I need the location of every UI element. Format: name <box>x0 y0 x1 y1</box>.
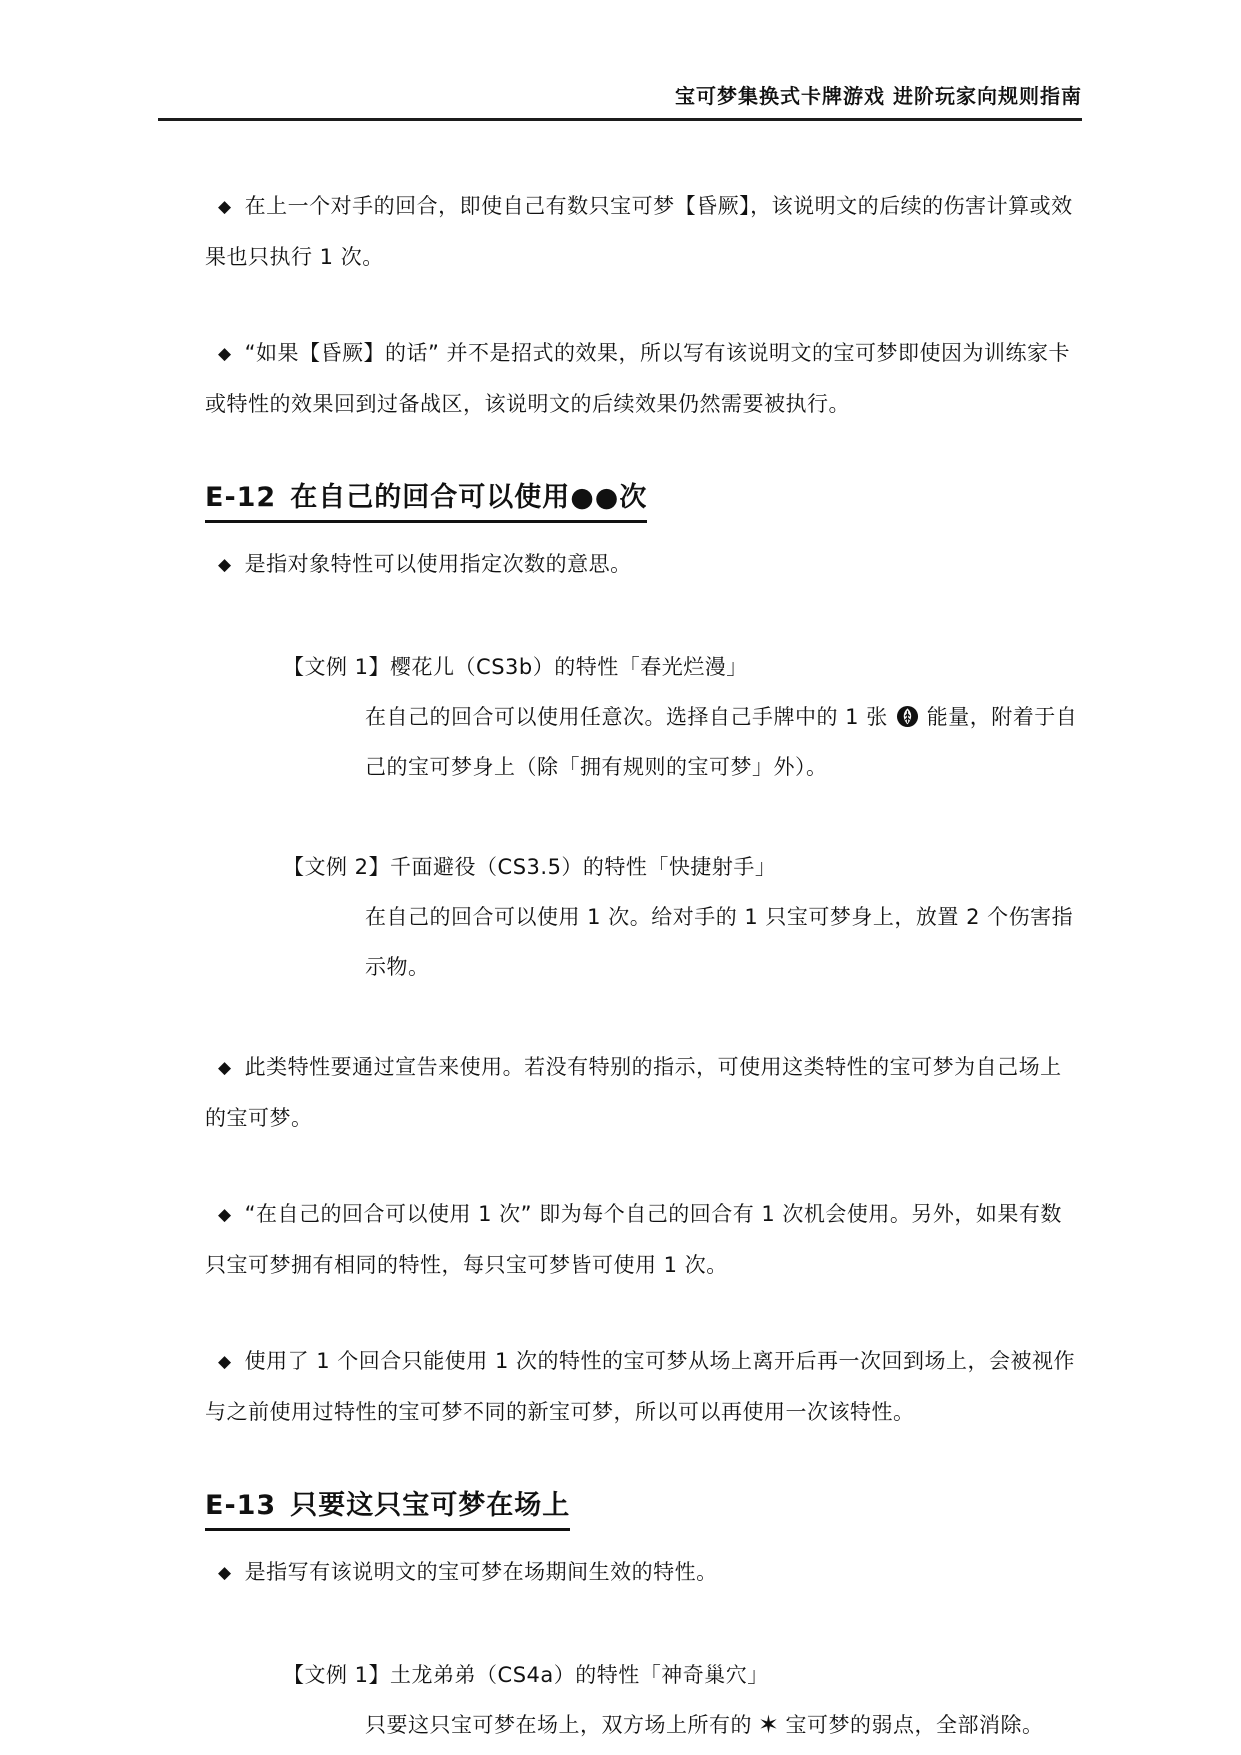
bullet-text: 使用了 1 个回合只能使用 1 次的特性的宝可梦从场上离开后再一次回到场上，会被视作与之前使用过特性的宝可梦不同的新宝可梦，所以可以再使用一次该特性。 <box>205 1349 1075 1424</box>
example-title: 樱花儿（CS3b）的特性「春光烂漫」 <box>390 655 748 679</box>
section-title: 在自己的回合可以使用●●次 <box>290 482 648 513</box>
example-title-line <box>283 842 1080 892</box>
bullet-paragraph-leave-return <box>205 1336 1080 1437</box>
diamond-bullet-icon: ◆ <box>218 1352 232 1372</box>
example-body-text: 能量，附着于自己的宝可梦身上（除「拥有规则的宝可梦」外）。 <box>365 705 1078 779</box>
grass-energy-icon <box>896 696 919 719</box>
bullet-text: “在自己的回合可以使用 1 次” 即为每个自己的回合有 1 次机会使用。另外，如果有数只宝可梦拥有相同的特性，每只宝可梦皆可使用 1 次。 <box>205 1202 1062 1277</box>
diamond-bullet-icon: ◆ <box>218 344 232 364</box>
bullet-paragraph-fainted-once <box>205 181 1080 282</box>
heading-underline-wrap <box>205 1483 570 1531</box>
section-heading-e13 <box>205 1483 1080 1531</box>
diamond-bullet-icon: ◆ <box>218 1058 232 1078</box>
example-body <box>365 1700 1080 1750</box>
diamond-bullet-icon: ◆ <box>218 1205 232 1225</box>
diamond-bullet-icon: ◆ <box>218 197 232 217</box>
section-title: 只要这只宝可梦在场上 <box>290 1490 571 1521</box>
example-title: 千面避役（CS3.5）的特性「快捷射手」 <box>390 855 777 879</box>
document-body <box>0 121 1241 1750</box>
example-label: 【文例 1】 <box>283 1663 391 1687</box>
diamond-bullet-icon: ◆ <box>218 555 232 575</box>
example-block-trapinch <box>283 1650 1080 1750</box>
example-body-text: 宝可梦的弱点，全部消除。 <box>785 1713 1044 1737</box>
section-id: E-12 <box>205 482 277 513</box>
example-title-line <box>283 642 1080 692</box>
heading-underline-wrap <box>205 475 647 523</box>
example-body <box>365 892 1080 992</box>
example-label: 【文例 2】 <box>283 855 391 879</box>
fighting-star-icon: ✶ <box>758 1710 780 1739</box>
page-header-title: 宝可梦集换式卡牌游戏 进阶玩家向规则指南 <box>675 84 1082 108</box>
bullet-paragraph-e12-intro <box>205 539 1080 590</box>
bullet-paragraph-if-fainted <box>205 328 1080 429</box>
bullet-text: 是指写有该说明文的宝可梦在场期间生效的特性。 <box>244 1560 718 1584</box>
example-body-text: 只要这只宝可梦在场上，双方场上所有的 <box>365 1713 752 1737</box>
example-label: 【文例 1】 <box>283 655 391 679</box>
bullet-text: “如果【昏厥】的话” 并不是招式的效果，所以写有该说明文的宝可梦即使因为训练家卡或特性的效果回到过备战区，该说明文的后续效果仍然需要被执行。 <box>205 341 1071 416</box>
bullet-text: 此类特性要通过宣告来使用。若没有特别的指示，可使用这类特性的宝可梦为自己场上的宝可梦。 <box>205 1055 1062 1130</box>
example-block-cherrim <box>283 642 1080 792</box>
bullet-text: 在上一个对手的回合，即使自己有数只宝可梦【昏厥】，该说明文的后续的伤害计算或效果也只执行 1 次。 <box>205 194 1073 269</box>
bullet-paragraph-declare-use <box>205 1042 1080 1143</box>
diamond-bullet-icon: ◆ <box>218 1563 232 1583</box>
example-title: 土龙弟弟（CS4a）的特性「神奇巢穴」 <box>390 1663 769 1687</box>
example-body-text: 在自己的回合可以使用任意次。选择自己手牌中的 1 张 <box>365 705 888 729</box>
bullet-text: 是指对象特性可以使用指定次数的意思。 <box>244 552 632 576</box>
example-body-text: 在自己的回合可以使用 1 次。给对手的 1 只宝可梦身上，放置 2 个伤害指示物。 <box>365 905 1074 979</box>
section-id: E-13 <box>205 1490 277 1521</box>
example-body <box>365 692 1080 792</box>
bullet-paragraph-once-per-turn <box>205 1189 1080 1290</box>
example-block-kecleon <box>283 842 1080 992</box>
example-title-line <box>283 1650 1080 1700</box>
page-header <box>0 0 1241 121</box>
section-heading-e12 <box>205 475 1080 523</box>
bullet-paragraph-e13-intro <box>205 1547 1080 1598</box>
